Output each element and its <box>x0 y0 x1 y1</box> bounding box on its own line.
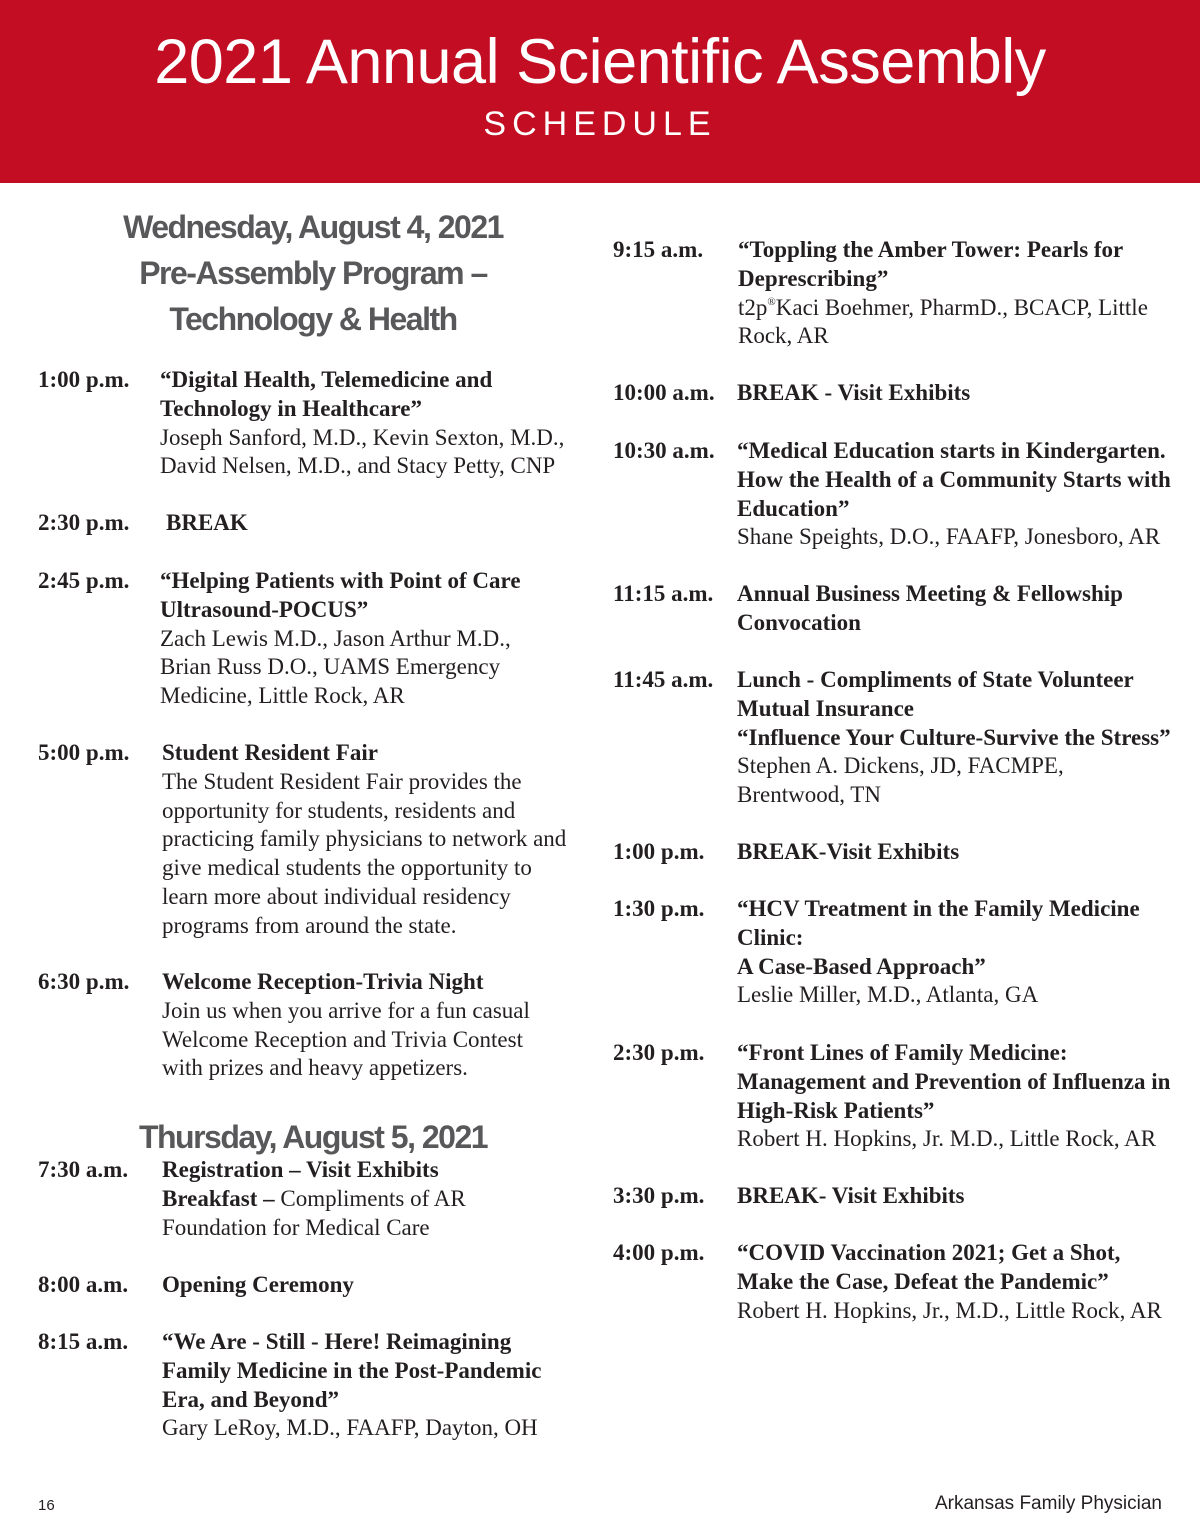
entry-time: 3:30 p.m. <box>613 1183 705 1208</box>
entry-time: 10:30 a.m. <box>613 438 715 463</box>
speaker-org: t2p <box>738 294 768 320</box>
entry-time: 7:30 a.m. <box>38 1157 129 1182</box>
entry-time: 6:30 p.m. <box>38 969 130 994</box>
entry-speaker: Shane Speights, D.O., FAAFP, Jonesboro, AR <box>737 524 1161 550</box>
entry-title: Registration – Visit Exhibits <box>162 1157 439 1182</box>
entry-time: 2:30 p.m. <box>613 1040 705 1065</box>
program-title: Pre-Assembly Program – <box>139 255 487 291</box>
entry-title: Opening Ceremony <box>162 1272 354 1297</box>
header-banner <box>0 0 1200 183</box>
entry-speaker: Joseph Sanford, M.D., Kevin Sexton, M.D., David Nelsen, M.D., and Stacy Petty, CNP <box>160 424 565 479</box>
entry-description: The Student Resident Fair provides the opportunity for students, residents and practicing family physicians to network and give medical students the opportunity to learn more about individual residency programs from around the state. <box>162 768 567 938</box>
wednesday-date: Wednesday, August 4, 2021 <box>123 209 503 245</box>
entry-time: 1:00 p.m. <box>613 839 705 864</box>
entry-time: 8:15 a.m. <box>38 1329 129 1354</box>
wednesday-heading <box>40 204 586 342</box>
entry-title: Lunch - Compliments of State Volunteer Mutual Insurance <box>737 667 1134 721</box>
entry-title: BREAK- Visit Exhibits <box>737 1183 965 1208</box>
entry-title: Annual Business Meeting & Fellowship Convocation <box>737 581 1123 635</box>
entry-speaker: Leslie Miller, M.D., Atlanta, GA <box>737 982 1039 1008</box>
entry-title: “We Are - Still - Here! Reimagining Family Medicine in the Post-Pandemic Era, and Beyond” <box>162 1329 542 1412</box>
entry-subtitle: A Case-Based Approach” <box>737 953 986 979</box>
program-subtitle: Technology & Health <box>169 301 457 337</box>
entry-speaker: Robert H. Hopkins, Jr. M.D., Little Rock, AR <box>737 1126 1157 1152</box>
entry-title: BREAK <box>166 510 248 535</box>
entry-time: 8:00 a.m. <box>38 1272 129 1297</box>
entry-time: 2:45 p.m. <box>38 568 130 593</box>
entry-time: 9:15 a.m. <box>613 237 704 262</box>
registered-mark: ® <box>767 295 776 308</box>
entry-title: BREAK - Visit Exhibits <box>737 380 971 405</box>
entry-time: 1:00 p.m. <box>38 367 130 392</box>
entry-title: “Digital Health, Telemedicine and Technology in Healthcare” <box>160 367 493 421</box>
entry-title: BREAK-Visit Exhibits <box>737 839 960 864</box>
entry-title: “COVID Vaccination 2021; Get a Shot, Make the Case, Defeat the Pandemic” <box>737 1240 1121 1294</box>
entry-subtitle: “Influence Your Culture-Survive the Stress” <box>737 724 1171 750</box>
publication-name: Arkansas Family Physician <box>934 1493 1162 1514</box>
entry-time: 11:45 a.m. <box>613 667 714 692</box>
entry-speaker: Robert H. Hopkins, Jr., M.D., Little Rock, AR <box>737 1297 1162 1323</box>
entry-title: Welcome Reception-Trivia Night <box>162 969 484 994</box>
entry-title: “Toppling the Amber Tower: Pearls for Deprescribing” <box>738 237 1123 291</box>
entry-time: 1:30 p.m. <box>613 896 705 921</box>
entry-title: “Helping Patients with Point of Care Ultrasound-POCUS” <box>160 568 521 622</box>
entry-title: “HCV Treatment in the Family Medicine Clinic: <box>737 896 1140 950</box>
entry-speaker: Stephen A. Dickens, JD, FACMPE, Brentwood, TN <box>737 753 1064 808</box>
entry-speaker: Gary LeRoy, M.D., FAAFP, Dayton, OH <box>162 1415 538 1441</box>
entry-time: 5:00 p.m. <box>38 740 130 765</box>
entry-time: 10:00 a.m. <box>613 380 715 405</box>
entry-sponsor: Compliments of AR Foundation for Medical Care <box>162 1185 466 1240</box>
entry-time: 11:15 a.m. <box>613 581 714 606</box>
entry-title: Student Resident Fair <box>162 740 378 765</box>
entry-title: “Front Lines of Family Medicine: Management and Prevention of Influenza in High-Risk Patients” <box>737 1040 1171 1123</box>
page-subtitle: SCHEDULE <box>483 105 717 143</box>
page-title: 2021 Annual Scientific Assembly <box>154 27 1046 97</box>
entry-title: “Medical Education starts in Kindergarten. How the Health of a Community Starts with Education” <box>737 438 1171 521</box>
entry-time: 2:30 p.m. <box>38 510 130 535</box>
entry-speaker: Kaci Boehmer, PharmD., BCACP, Little Rock, AR <box>738 294 1148 349</box>
entry-speaker: Zach Lewis M.D., Jason Arthur M.D., Brian Russ D.O., UAMS Emergency Medicine, Little Rock, AR <box>160 625 511 709</box>
page-number: 16 <box>38 1497 55 1514</box>
entry-time: 4:00 p.m. <box>613 1240 705 1265</box>
thursday-heading: Thursday, August 5, 2021 <box>138 1119 488 1155</box>
entry-subtitle: Breakfast – <box>162 1185 275 1211</box>
entry-description: Join us when you arrive for a fun casual Welcome Reception and Trivia Contest with prizes and heavy appetizers. <box>162 997 530 1081</box>
